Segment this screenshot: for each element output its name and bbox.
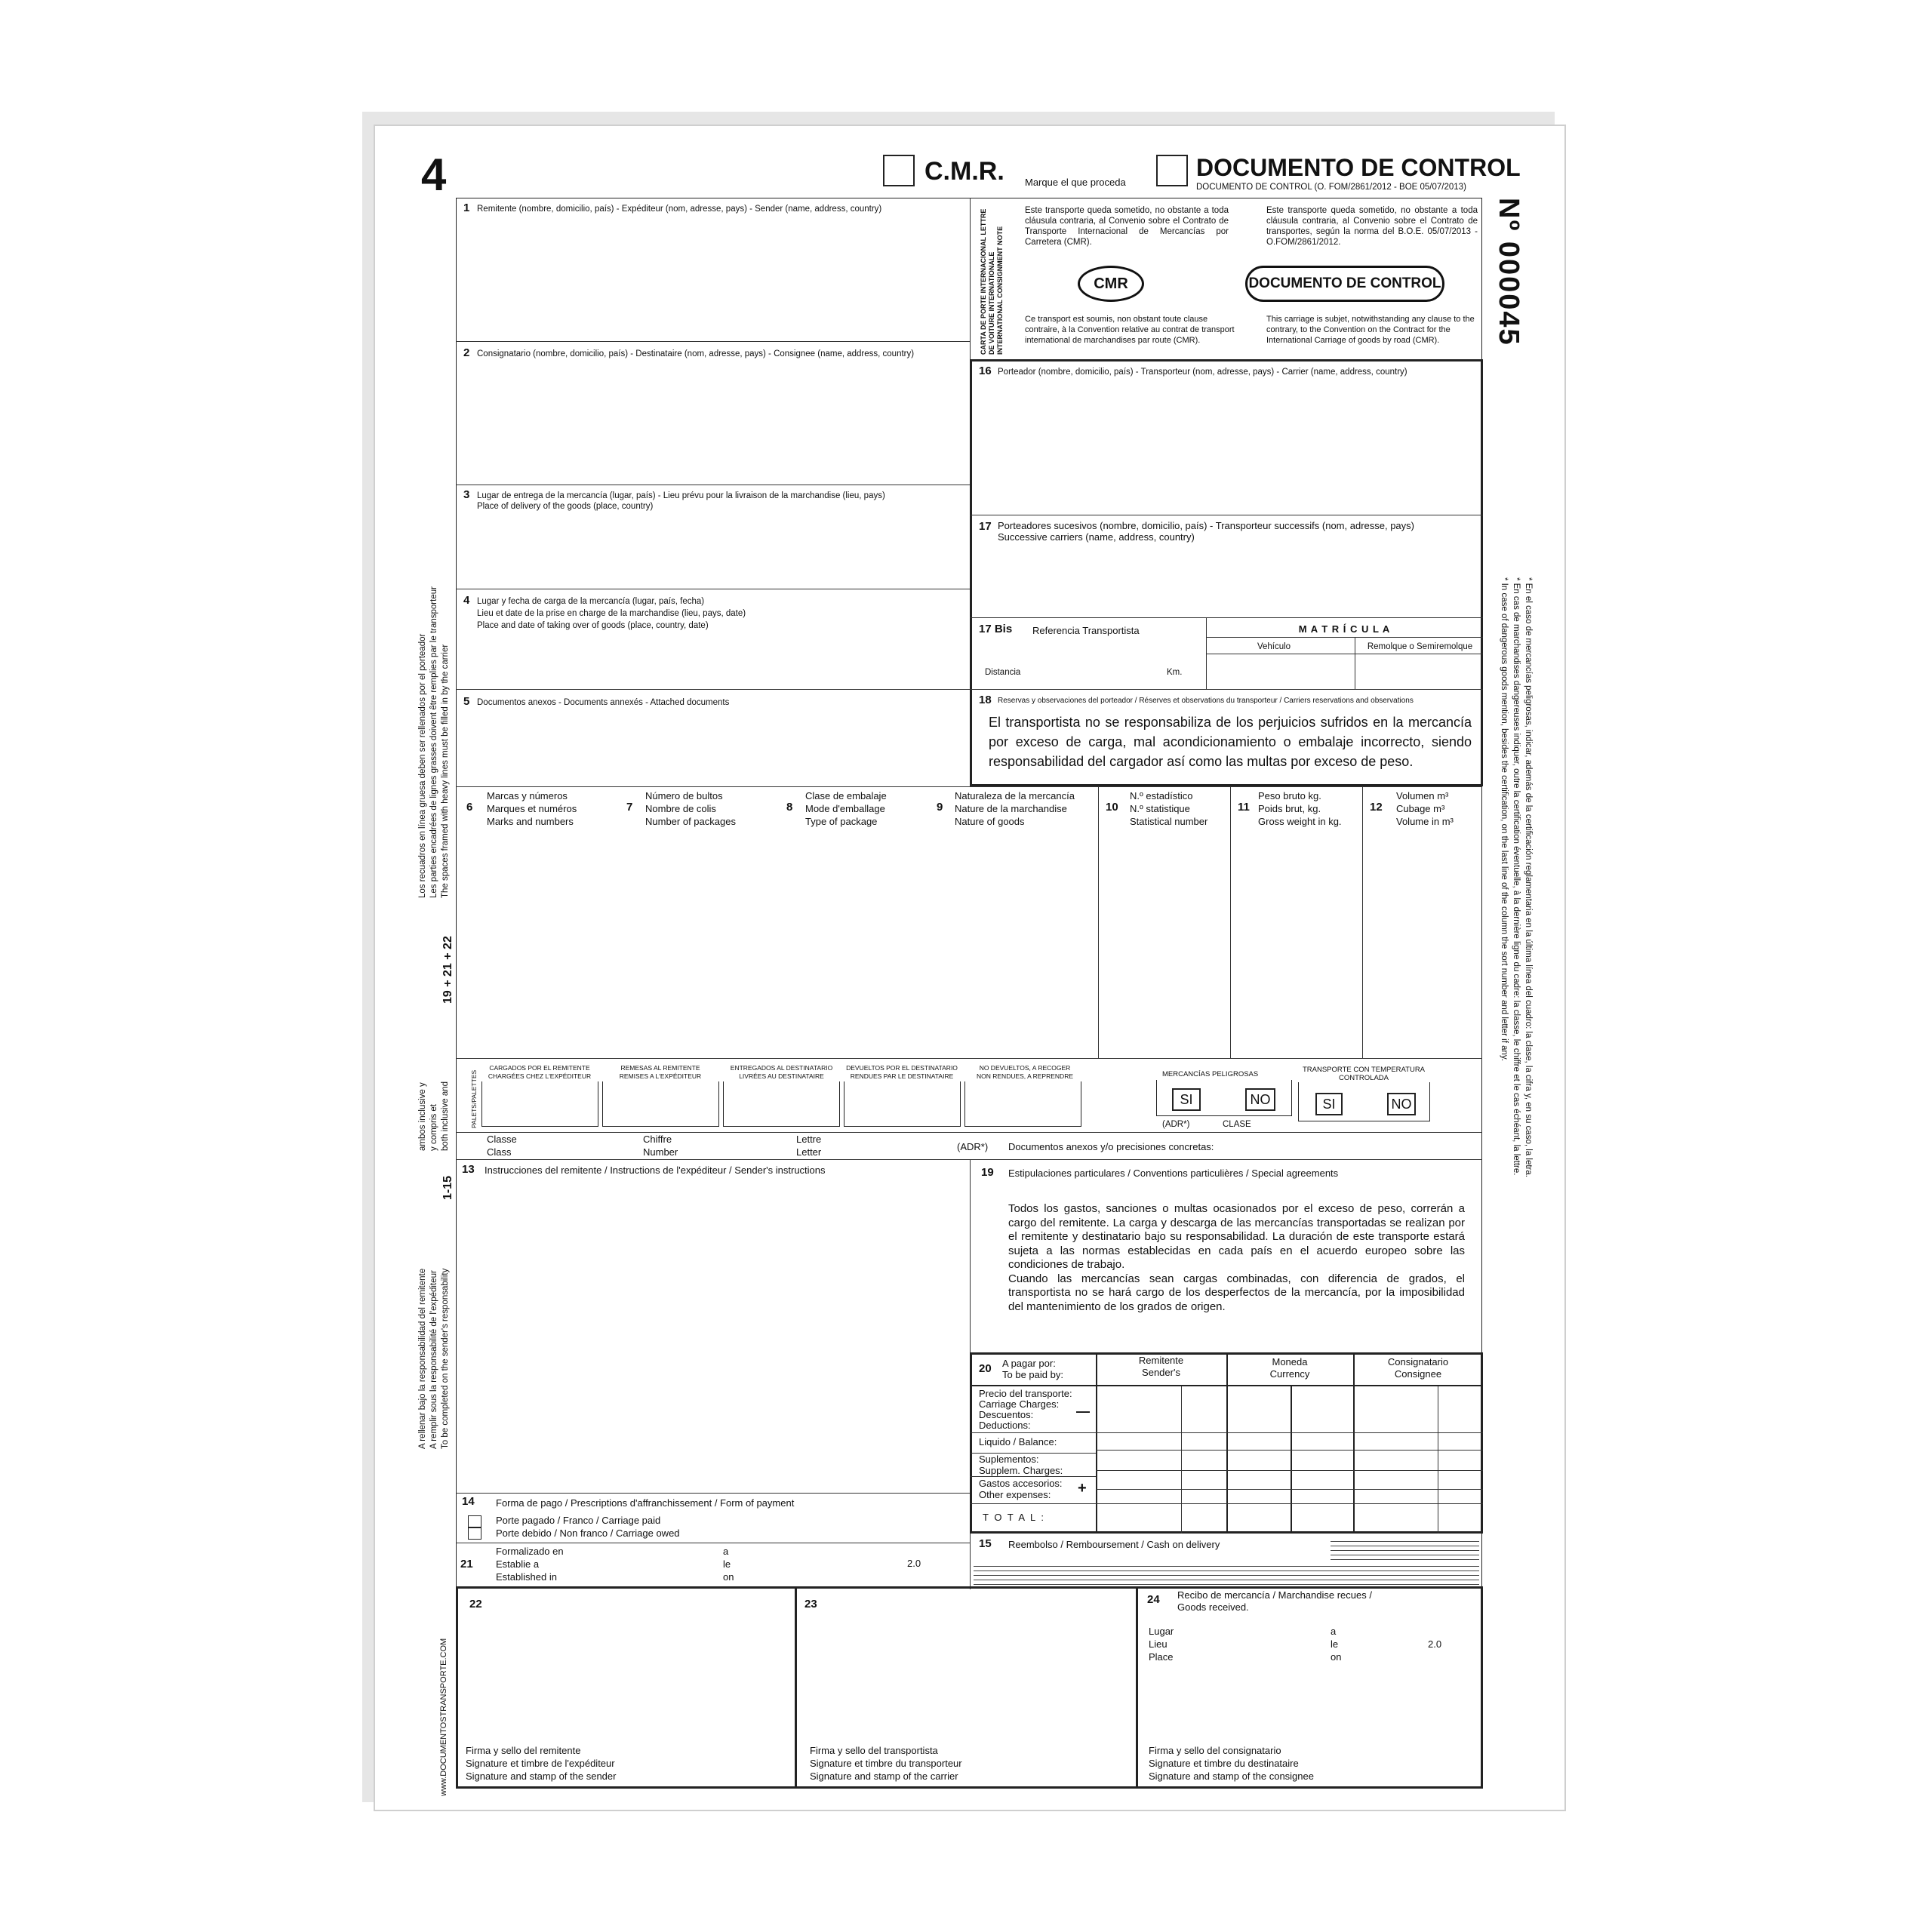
- temp-title-2: CONTROLADA: [1339, 1074, 1389, 1082]
- divider: [1096, 1470, 1483, 1471]
- right-note-es: * En el caso de mercancías peligrosas, indicar, además de la certificación reglamentaria en la última línea del cuadro: la clase, la cifra y, en su caso, la letra.: [1524, 577, 1533, 1177]
- established-date-field[interactable]: [740, 1544, 898, 1582]
- website: www.DOCUMENTOSTRANSPORTE.COM: [439, 1638, 448, 1796]
- doc-control-badge: DOCUMENTO DE CONTROL: [1245, 266, 1444, 302]
- divider: [1226, 1352, 1228, 1534]
- divider: [970, 1385, 1483, 1386]
- left-compris: y compris et: [429, 1104, 438, 1151]
- box15-number: 15: [979, 1537, 992, 1550]
- col11-label-1: Peso bruto kg.: [1258, 790, 1321, 801]
- sender-sign-2: Signature et timbre de l'expéditeur: [466, 1758, 615, 1769]
- dc-statement-es: Este transporte queda sometido, no obstante a toda cláusula contraria, al Convenio sobre el Contrato de transportes, según la norma del B.O.E. 05/07/2013 - O.FOM/2861/2012.: [1266, 206, 1478, 247]
- divider: [1096, 1489, 1483, 1490]
- dangerous-yes[interactable]: SI: [1172, 1088, 1201, 1111]
- charge-row-2: Carriage Charges:: [979, 1398, 1060, 1410]
- pallet-col4-label-2: RENDUES PAR LE DESTINATAIRE: [850, 1072, 954, 1080]
- divider: [970, 689, 1483, 690]
- box4-label-1: Lugar y fecha de carga de la mercancía (lugar, país, fecha): [477, 597, 705, 606]
- cod-amount-field[interactable]: [974, 1562, 1479, 1585]
- consignee-field[interactable]: [457, 362, 968, 483]
- established-place-field[interactable]: [574, 1544, 717, 1582]
- right-note-en: * In case of dangerous goods mention, besides the certification, on the last line of the column the sort number and letter if any.: [1500, 577, 1509, 1061]
- temp-title-1: TRANSPORTE CON TEMPERATURA: [1302, 1066, 1426, 1074]
- date-prefix-1: a: [723, 1546, 729, 1557]
- dangerous-no[interactable]: NO: [1245, 1088, 1275, 1111]
- consignee-col-1: Consignatario: [1387, 1356, 1449, 1367]
- col8-number: 8: [786, 801, 793, 814]
- carriage-owed-checkbox[interactable]: [468, 1527, 481, 1540]
- carrier-signature-field[interactable]: [800, 1615, 1132, 1736]
- col11-label-2: Poids brut, kg.: [1258, 803, 1321, 814]
- box16-label: Porteador (nombre, domicilio, país) - Transporteur (nom, adresse, pays) - Carrier (name, address, country): [998, 368, 1407, 377]
- carrier-sign-2: Signature et timbre du transporteur: [810, 1758, 962, 1769]
- temp-no[interactable]: NO: [1387, 1093, 1416, 1115]
- carriage-paid-label: Porte pagado / Franco / Carriage paid: [496, 1515, 661, 1526]
- km-label: Km.: [1167, 668, 1183, 677]
- left-resp-en: To be completed on the sender's responsability: [441, 1268, 450, 1449]
- box14-label: Forma de pago / Prescriptions d'affranchissement / Form of payment: [496, 1497, 795, 1509]
- divider: [970, 1503, 1483, 1504]
- takeover-place-field[interactable]: [457, 634, 968, 687]
- col8-label-2: Mode d'emballage: [805, 803, 885, 814]
- col6-label-3: Marks and numbers: [487, 816, 574, 827]
- charge-row-7: Supplem. Charges:: [979, 1465, 1063, 1476]
- box3-label-2: Place of delivery of the goods (place, country): [477, 502, 654, 511]
- dangerous-class-label: CLASE: [1223, 1120, 1251, 1129]
- left-note-heavy-es: Los recuadros en línea gruesa deben ser rellenados por el porteador: [418, 633, 427, 898]
- box4-number: 4: [463, 594, 470, 607]
- col6-number: 6: [466, 801, 473, 814]
- col11-number: 11: [1238, 801, 1250, 814]
- carrier-observations-text: El transportista no se responsabiliza de los perjuicios sufridos en la mercancía por exceso de carga, mal acondicionamiento o embalaje incorrecto, siendo responsabilidad del cargador así como las multas por exceso de peso.: [989, 715, 1472, 769]
- box13-label: Instrucciones del remitente / Instructions de l'expéditeur / Sender's instructions: [485, 1164, 826, 1176]
- dangerous-goods-title: MERCANCÍAS PELIGROSAS: [1162, 1070, 1259, 1078]
- recv-date-prefix-1: a: [1331, 1626, 1337, 1637]
- distance-label: Distancia: [985, 668, 1021, 677]
- col11-label-3: Gross weight in kg.: [1258, 816, 1342, 827]
- recv-year-prefix: 2.0: [1428, 1638, 1442, 1650]
- divider: [456, 689, 970, 690]
- special-agreements-text: Todos los gastos, sanciones o multas ocasionados por el exceso de peso, correrán a cargo del remitente. La carga y descarga de las mercancías transportadas se realizan por el remitente y destinatario bajo su responsabilidad. La duración de este transporte estará sujeta a las normas establecidas en cada país en el acuerdo europeo sobre las condiciones de trabajo. Cuando las mercancías sean cargas combinadas, con diferencia de grados, el transportista no se hará cargo de los desperfectos de la mercancía, por la imposibilidad del mantenimiento de los grados de origen.: [1008, 1202, 1465, 1313]
- col9-label-3: Nature of goods: [955, 816, 1025, 827]
- consignee-col-2: Consignee: [1394, 1368, 1442, 1380]
- classe-label: Classe: [487, 1134, 517, 1145]
- select-hint: Marque el que proceda: [1025, 177, 1126, 188]
- sender-col-1: Remitente: [1138, 1355, 1184, 1366]
- left-both: both inclusive and: [441, 1081, 450, 1151]
- established-label-2: Establie a: [496, 1558, 540, 1570]
- cmr-label: C.M.R.: [924, 157, 1004, 186]
- divider: [1181, 1385, 1182, 1534]
- divider: [456, 786, 1482, 787]
- pallet-col4-label-1: DEVUELTOS POR EL DESTINATARIO: [846, 1064, 958, 1072]
- box17-number: 17: [979, 520, 992, 533]
- recv-date-prefix-2: le: [1331, 1638, 1339, 1650]
- box17bis-number: 17 Bis: [979, 623, 1013, 635]
- attached-docs-field[interactable]: [457, 711, 968, 783]
- pallet-col3-label-2: LIVRÉES AU DESTINATAIRE: [739, 1072, 824, 1080]
- carriage-owed-label: Porte debido / Non franco / Carriage owed: [496, 1527, 680, 1539]
- date-prefix-3: on: [723, 1571, 734, 1583]
- pallet-col1-label-2: CHARGÉES CHEZ L'EXPÉDITEUR: [488, 1072, 592, 1080]
- sender-col-2: Sender's: [1142, 1367, 1180, 1378]
- vehicle-label: Vehículo: [1257, 642, 1291, 651]
- box19-number: 19: [981, 1166, 994, 1179]
- charge-row-3: Descuentos:: [979, 1409, 1034, 1420]
- pallets-loaded-field[interactable]: [481, 1081, 598, 1127]
- divider: [1230, 786, 1231, 1058]
- divider: [1096, 1450, 1483, 1451]
- consignee-sign-1: Firma y sello del consignatario: [1149, 1745, 1281, 1756]
- charge-row-8: Gastos accesorios:: [979, 1478, 1063, 1489]
- col9-label-1: Naturaleza de la mercancía: [955, 790, 1075, 801]
- place-label-2: Lieu: [1149, 1638, 1168, 1650]
- box21-number: 21: [460, 1558, 473, 1571]
- box14-number: 14: [462, 1495, 475, 1508]
- col8-label-1: Clase de embalaje: [805, 790, 887, 801]
- divider: [1096, 1352, 1097, 1534]
- left-resp-es: A rellenar bajo la responsabilidad del remitente: [418, 1268, 427, 1449]
- pallet-col5-label-2: NON RENDUES, A REPRENDRE: [977, 1072, 1073, 1080]
- col12-label-1: Volumen m³: [1396, 790, 1449, 801]
- delivery-place-field[interactable]: [457, 515, 968, 586]
- col6-label-2: Marques et numéros: [487, 803, 577, 814]
- col12-label-3: Volume in m³: [1396, 816, 1454, 827]
- box2-label: Consignatario (nombre, domicilio, país) - Destinataire (nom, adresse, pays) - Consignee (name, address, country): [477, 349, 915, 358]
- box1-label: Remitente (nombre, domicilio, país) - Expéditeur (nom, adresse, pays) - Sender (name, address, country): [477, 205, 882, 214]
- col10-label-1: N.º estadístico: [1130, 790, 1193, 801]
- minus-sign: —: [1076, 1404, 1090, 1419]
- divider: [456, 1493, 970, 1494]
- col10-label-2: N.º statistique: [1130, 803, 1190, 814]
- box13-number: 13: [462, 1163, 475, 1176]
- receipt-place-field[interactable]: [1185, 1623, 1324, 1664]
- box18-number: 18: [979, 694, 992, 706]
- left-ranges-1: 19 + 21 + 22: [441, 936, 454, 1004]
- date-prefix-2: le: [723, 1558, 731, 1570]
- pallet-col5-label-1: NO DEVUELTOS, A RECOGER: [979, 1064, 1071, 1072]
- carrier-sign-1: Firma y sello del transportista: [810, 1745, 938, 1756]
- charge-row-6: Suplementos:: [979, 1454, 1039, 1465]
- total-label: T O T A L :: [983, 1512, 1045, 1523]
- box4-label-3: Place and date of taking over of goods (place, country, date): [477, 621, 709, 630]
- class-adr-label: (ADR*): [957, 1141, 989, 1152]
- col9-label-2: Nature de la marchandise: [955, 803, 1067, 814]
- box15-label: Reembolso / Remboursement / Cash on delivery: [1008, 1539, 1220, 1550]
- divider: [1291, 1385, 1292, 1534]
- carriage-paid-checkbox[interactable]: [468, 1515, 481, 1527]
- chiffre-label: Chiffre: [643, 1134, 672, 1145]
- col10-label-3: Statistical number: [1130, 816, 1208, 827]
- pallets-delivered-field[interactable]: [723, 1081, 840, 1127]
- box20-number: 20: [979, 1362, 992, 1375]
- pallets-not-returned-field[interactable]: [964, 1081, 1081, 1127]
- charge-row-9: Other expenses:: [979, 1489, 1051, 1500]
- doc-control-checkbox[interactable]: [1156, 155, 1188, 186]
- dangerous-adr-label: (ADR*): [1162, 1120, 1190, 1129]
- goods-received-1: Recibo de mercancía / Marchandise recues /: [1177, 1589, 1372, 1601]
- pallet-col2-label-2: REMISES A L'EXPÉDITEUR: [619, 1072, 702, 1080]
- consignee-sign-2: Signature et timbre du destinataire: [1149, 1758, 1299, 1769]
- carrier-sign-3: Signature and stamp of the carrier: [810, 1770, 958, 1782]
- box2-number: 2: [463, 346, 470, 359]
- charge-row-4: Deductions:: [979, 1420, 1031, 1431]
- sender-sign-1: Firma y sello del remitente: [466, 1745, 581, 1756]
- divider: [1362, 786, 1363, 1058]
- recv-date-prefix-3: on: [1331, 1651, 1342, 1663]
- receipt-date-field[interactable]: [1347, 1623, 1479, 1664]
- pallet-col3-label-1: ENTREGADOS AL DESTINATARIO: [730, 1064, 833, 1072]
- box16-number: 16: [979, 365, 992, 377]
- doc-control-title: DOCUMENTO DE CONTROL: [1196, 154, 1521, 181]
- currency-col-1: Moneda: [1272, 1356, 1308, 1367]
- carrier-reference-label: Referencia Transportista: [1032, 625, 1140, 636]
- box1-number: 1: [463, 202, 470, 214]
- pallet-col2-label-1: REMESAS AL REMITENTE: [620, 1064, 700, 1072]
- annex-docs-label: Documentos anexos y/o precisiones concretas:: [1008, 1141, 1214, 1152]
- col7-label-2: Nombre de colis: [645, 803, 716, 814]
- box3-number: 3: [463, 488, 470, 501]
- cmr-statement-es: Este transporte queda sometido, no obstante a toda cláusula contraria, al Convenio sobre el Contrato de Transporte Internacional de Mercancías por Carretera (CMR).: [1025, 206, 1229, 247]
- left-resp-fr: A remplir sous la responsabilité de l'expéditeur: [429, 1270, 438, 1449]
- box18-label: Reservas y observaciones del porteador / Réserves et observations du transporteur / Carriers reservations and observations: [998, 697, 1414, 705]
- consignee-signature-field[interactable]: [1143, 1668, 1479, 1740]
- established-label-1: Formalizado en: [496, 1546, 564, 1557]
- letter-label: Letter: [796, 1146, 822, 1158]
- divider: [456, 1132, 1482, 1133]
- plus-sign: +: [1078, 1480, 1087, 1497]
- box5-number: 5: [463, 695, 470, 708]
- box23-number: 23: [804, 1598, 817, 1611]
- divider: [970, 617, 1483, 618]
- divider: [456, 341, 970, 342]
- lettre-label: Lettre: [796, 1134, 822, 1145]
- intl-consignment-note-title: CARTA DE PORTE INTERNACIONAL LETTRE DE VOITURE INTERNATIONALE INTERNATIONAL CONSIGNMENT NOTE: [980, 208, 1004, 355]
- sender-signature-field[interactable]: [460, 1615, 789, 1736]
- pallet-col1-label-1: CARGADOS POR EL REMITENTE: [489, 1064, 590, 1072]
- left-ambos: ambos inclusive y: [418, 1082, 427, 1151]
- box24-number: 24: [1147, 1593, 1160, 1606]
- col6-label-1: Marcas y números: [487, 790, 568, 801]
- box3-label-1: Lugar de entrega de la mercancía (lugar, país) - Lieu prévu pour la livraison de la marchandise (lieu, pays): [477, 491, 885, 500]
- col12-number: 12: [1370, 801, 1383, 814]
- sender-instructions-field[interactable]: [457, 1181, 968, 1491]
- col7-label-3: Number of packages: [645, 816, 736, 827]
- copy-number: 4: [421, 149, 447, 200]
- col9-number: 9: [937, 801, 943, 814]
- box19-label: Estipulaciones particulares / Conventions particulières / Special agreements: [1008, 1168, 1339, 1179]
- sender-field[interactable]: [457, 219, 968, 340]
- cmr-statement-fr: Ce transport est soumis, non obstant toute clause contraire, à la Convention relative au contrat de transport international de marchandises par route (CMR).: [1025, 315, 1235, 345]
- divider: [970, 1476, 1096, 1477]
- pallets-side-label: PALETS/PALETTES: [470, 1069, 478, 1128]
- pallets-remitted-field[interactable]: [602, 1081, 719, 1127]
- plate-title: M A T R Í C U L A: [1298, 623, 1391, 635]
- goods-received-2: Goods received.: [1177, 1601, 1249, 1613]
- temp-yes[interactable]: SI: [1315, 1093, 1343, 1115]
- col12-label-2: Cubage m³: [1396, 803, 1445, 814]
- divider: [795, 1586, 797, 1789]
- currency-col-2: Currency: [1269, 1368, 1310, 1380]
- successive-carriers-field[interactable]: [974, 545, 1479, 617]
- year-prefix: 2.0: [907, 1558, 921, 1569]
- box5-label: Documentos anexos - Documents annexés - Attached documents: [477, 698, 730, 707]
- pay-label-es: A pagar por:: [1002, 1358, 1056, 1369]
- divider: [1098, 786, 1099, 1058]
- pallets-returned-field[interactable]: [844, 1081, 961, 1127]
- divider: [1206, 637, 1483, 638]
- charge-row-5: Liquido / Balance:: [979, 1436, 1057, 1447]
- consignee-sign-3: Signature and stamp of the consignee: [1149, 1770, 1314, 1782]
- col7-number: 7: [626, 801, 633, 814]
- left-note-heavy-fr: Les parties encadrées de lignes grasses doivent être remplies par le transporteur: [429, 586, 438, 898]
- divider: [1353, 1352, 1355, 1534]
- left-note-heavy-en: The spaces framed with heavy lines must be filled in by the carrier: [441, 644, 450, 898]
- divider: [1136, 1586, 1138, 1789]
- box17-label-2: Successive carriers (name, address, country): [998, 531, 1195, 543]
- box4-label-2: Lieu et date de la prise en charge de la marchandise (lieu, pays, date): [477, 609, 746, 618]
- left-ranges-2: 1-15: [441, 1175, 454, 1200]
- col10-number: 10: [1106, 801, 1118, 814]
- pay-label-en: To be paid by:: [1002, 1369, 1063, 1380]
- cmr-checkbox[interactable]: [883, 155, 915, 186]
- sender-sign-3: Signature and stamp of the sender: [466, 1770, 617, 1782]
- established-label-3: Established in: [496, 1571, 557, 1583]
- serial-number: Nº 000045: [1493, 198, 1524, 346]
- doc-control-subtitle: DOCUMENTO DE CONTROL (O. FOM/2861/2012 - BOE 05/07/2013): [1196, 183, 1466, 192]
- divider: [970, 1432, 1483, 1433]
- number-label: Number: [643, 1146, 678, 1158]
- col7-label-1: Número de bultos: [645, 790, 723, 801]
- goods-description-field[interactable]: [457, 830, 1096, 1057]
- box22-number: 22: [469, 1598, 482, 1611]
- col8-label-3: Type of package: [805, 816, 878, 827]
- place-label-1: Lugar: [1149, 1626, 1174, 1637]
- box17-label-1: Porteadores sucesivos (nombre, domicilio, país) - Transporteur successifs (nom, adresse, pays): [998, 520, 1414, 531]
- divider: [456, 1159, 1482, 1160]
- dc-statement-en: This carriage is subjet, notwithstanding any clause to the contrary, to the Convention on the Contract for the International Carriage of goods by road (CMR).: [1266, 315, 1475, 345]
- charge-row-1: Precio del transporte:: [979, 1388, 1072, 1399]
- divider: [456, 1058, 1482, 1059]
- trailer-label: Remolque o Semiremolque: [1367, 642, 1473, 651]
- carrier-field[interactable]: [974, 381, 1479, 513]
- class-label: Class: [487, 1146, 512, 1158]
- place-label-3: Place: [1149, 1651, 1174, 1663]
- right-note-fr: * En cas de marchandises dangereuses indiquer, outre la certification éventuelle, à la dernière ligne du cadre: la classe, le chiffre et le cas échéant, la lettre.: [1512, 577, 1521, 1176]
- cmr-badge: CMR: [1078, 266, 1144, 302]
